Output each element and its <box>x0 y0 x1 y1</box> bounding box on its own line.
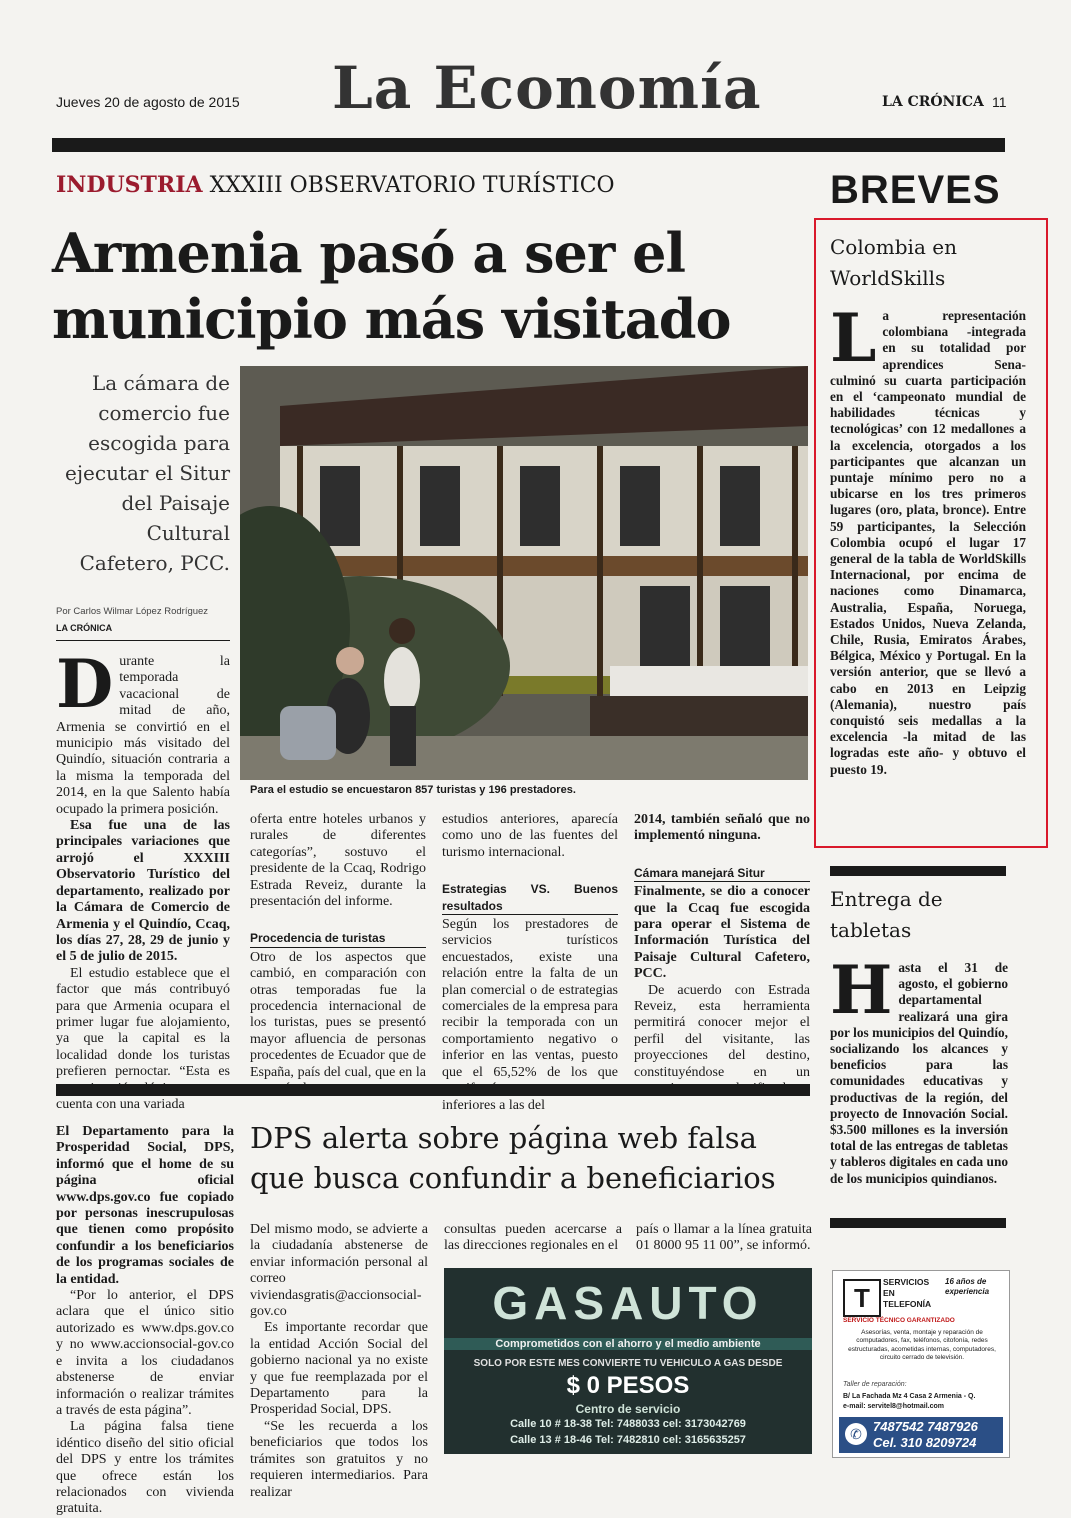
subhead-procedencia: Procedencia de turistas <box>250 930 426 947</box>
phone-icon: ✆ <box>845 1423 867 1445</box>
kicker-sub: XXXIII OBSERVATORIO TURÍSTICO <box>209 173 615 198</box>
telefonia-desc: Asesorías, venta, montaje y reparación de computadores, fax, teléfonos, citofonía, redes estructuradas, acometidas internas, computadores, circuito cerrado de televisión. <box>848 1329 996 1362</box>
telefonia-name-3: ELEFONÍA <box>888 1299 932 1309</box>
main-col-2 <box>250 812 426 1098</box>
ad-gasauto <box>444 1268 812 1454</box>
brief2-text: asta el 31 de agosto, el gobierno departamental realizará una gira por los municipios del Quindío, socializando los alcances y beneficios para las comunidades educativas y productivas de la región, del proyecto de Innovación Social. $3.500 millones es la inversión total de las entregas de tabletas y tableros digitales en cada uno de los municipios quindianos. <box>830 960 1008 1186</box>
breves-title: BREVES <box>830 168 1001 212</box>
telefonia-name: SERVICIOS EN TELEFONÍA <box>883 1277 932 1309</box>
brief1-title-line-1: Colombia en <box>830 235 957 259</box>
brief1-title-line-2: WorldSkills <box>830 266 946 290</box>
brief1-title <box>830 232 957 294</box>
section-title: La Economía <box>332 54 762 122</box>
main-col1-p3: El estudio establece que el factor que más contribuyó para que Armenia ocupara el primer lugar fue alojamiento, ya que la capital es la localidad donde los turistas prefieren pernoctar. “Esta es cuenta con una variada <box>56 965 230 1112</box>
headline <box>52 220 812 352</box>
kicker <box>56 172 615 198</box>
byline: Por Carlos Wilmar López Rodríguez <box>56 606 209 617</box>
main-col2-p1: oferta entre hoteles urbanos y rurales de diferentes categorías”, sostuvo el presidente de la Ccaq, Rodrigo Estrada Reveiz, durante la presentación del informe. <box>250 812 426 910</box>
dps-col2-p2: Es importante recordar que la entidad Acción Social del gobierno nacional ya no existe y que fue reemplazada por el Departamento para la Prosperidad Social, DPS. <box>250 1320 428 1418</box>
gasauto-line-2: Calle 13 # 18-46 Tel: 7482810 cel: 3165635257 <box>510 1434 746 1446</box>
section-divider <box>56 1084 810 1096</box>
photo-caption: Para el estudio se encuestaron 857 turistas y 196 prestadores. <box>250 784 576 796</box>
dropcap-l: L <box>830 299 877 377</box>
gasauto-line-1: Calle 10 # 18-38 Tel: 7488033 cel: 3173042769 <box>510 1418 746 1430</box>
main-photo <box>240 366 808 780</box>
telefonia-phone-box <box>839 1417 1003 1453</box>
gasauto-tagline: Comprometidos con el ahorro y el medio ambiente <box>444 1338 812 1350</box>
dps-headline-line-1: DPS alerta sobre página web falsa <box>250 1121 757 1155</box>
telefonia-address: B/ La Fachada Mz 4 Casa 2 Armenia - Q. <box>843 1393 976 1400</box>
telefonia-email: e-mail: servitel8@hotmail.com <box>843 1403 944 1410</box>
gasauto-brand: GASAUTO <box>492 1277 764 1329</box>
subhead-camara: Cámara manejará Situr <box>634 865 810 882</box>
telefonia-phones: 7487542 7487926 <box>873 1419 978 1434</box>
building-photo-illustration <box>240 366 808 780</box>
brief2-rule <box>830 1218 1006 1228</box>
dps-col1-p3: La página falsa tiene idéntico diseño del sitio oficial del DPS y entre los trámites que ofrece están los relacionados con vivienda gratuita. <box>56 1419 234 1517</box>
paper-name: LA CRÓNICA <box>882 94 984 110</box>
dps-col3-p1: consultas pueden acercarse a las direcciones regionales en el <box>444 1222 622 1254</box>
brief2-title-line-2: tabletas <box>830 918 912 942</box>
main-col-3 <box>442 812 618 1114</box>
main-col4-p2: Finalmente, se dio a conocer que la Ccaq fue escogida para operar el Sistema de Información Turística del Paisaje Cultural Cafetero, PCC. <box>634 884 810 982</box>
gasauto-center: Centro de servicio <box>575 1402 681 1416</box>
dps-col-4 <box>636 1222 812 1255</box>
kicker-section: INDUSTRIA <box>56 172 203 198</box>
headline-line-2: municipio más visitado <box>52 287 731 351</box>
masthead-date: Jueves 20 de agosto de 2015 <box>56 94 240 110</box>
dps-col-1 <box>56 1124 234 1518</box>
main-col4-p3: De acuerdo con Estrada Reveiz, esta herramienta permitirá conocer mejor el perfil del visitante, las proyecciones del destino, constituyéndose en un <box>634 982 810 1080</box>
dropcap-d: D <box>56 645 114 723</box>
dps-headline <box>250 1118 810 1198</box>
main-col2-p2: Otro de los aspectos que cambió, en comparación con otras temporadas fue la procedencia internacional de los turistas, pues se presentó mayor afluencia de personas procedentes de Ecuador que de España, país del cual, que en la <box>250 949 426 1080</box>
telefonia-guarantee: SERVICIO TÉCNICO GARANTIZADO <box>843 1317 955 1324</box>
telefonia-years: 16 años de experiencia <box>945 1277 990 1296</box>
brief1-text-wrap <box>830 299 1026 778</box>
dps-col4-p1: país o llamar a la línea gratuita 01 8000 95 11 00”, se informó. <box>636 1222 812 1254</box>
byline-org: LA CRÓNICA <box>56 623 113 633</box>
brief2-title <box>830 884 943 946</box>
dps-col2-p3: “Se les recuerda a los beneficiarios que todos los trámites son gratuitos y no requieren intermediarios. Para realizar <box>250 1418 428 1500</box>
main-col4-p1: 2014, también señaló que no implementó ninguna. <box>634 812 810 844</box>
telefonia-workshop: Taller de reparación: <box>843 1381 907 1388</box>
telefonia-name-1: ERVICIOS <box>888 1277 930 1287</box>
telefonia-logo-icon: T <box>843 1279 881 1317</box>
dps-col-2 <box>250 1222 428 1501</box>
telefonia-name-2: N <box>888 1288 895 1298</box>
breves-rule <box>830 866 1006 876</box>
brief2-title-line-1: Entrega de <box>830 887 943 911</box>
deck: La cámara de comercio fue escogida para ejecutar el Situr del Paisaje Cultural Cafetero, PCC. <box>65 371 230 575</box>
main-col3-p1: estudios anteriores, aparecía como uno de las fuentes del turismo internacional. <box>442 812 618 860</box>
main-col1-p1: urante la temporada vacacional de mitad de año, Armenia se convirtió en el municipio más visitado del Quindío, situación contraria a la misma la temporada del 2014, en la que Salento había ocupado la primera posición. <box>56 654 230 817</box>
dps-col2-p1: Del mismo modo, se advierte a la ciudadanía abstenerse de enviar información personal al correo viviendasgratis@accionsocial-gov.co <box>250 1222 428 1320</box>
ad-telefonia <box>832 1270 1010 1458</box>
dps-col-3 <box>444 1222 622 1255</box>
dps-headline-line-2: que busca confundir a beneficiarios <box>250 1161 776 1195</box>
dps-col1-p2: “Por lo anterior, el DPS aclara que el único sitio autorizado es www.dps.gov.co y no www.accionsocial-gov.co e invita a los ciudadanos abstenerse de enviar información o realizar trámites a través de esta página”. <box>56 1288 234 1418</box>
brief1-text: a representación colombiana -integrada en su totalidad por aprendices Sena- culminó su cuarta participación en el ‘campeonato mundial de habilidades técnicas y tecnológicas’ con 12 medallones a la excelencia, otorgados a los participantes que alcanzan un puntaje mínimo pero no a ubicarse en los tres primeros lugares (oro, plata, bronce). Entre 59 participantes, la Selección Colombia ocupó el lugar 17 general de la tabla de WorldSkills Internacional, por encima de naciones como Dinamarca, Australia, España, Noruega, Estados Unidos, Nueva Zelanda, Chile, Rusia, Emiratos Árabes, Bélgica, México y Portugal. En la versión anterior, que se llevó a cabo en 2013 en Leipzig (Alemania), nuestro país conquistó seis medallas a la excelencia -la mitad de las logradas este año- y obtuvo el puesto 19. <box>830 308 1026 777</box>
main-col3-p2: Según los prestadores de servicios turísticos encuestados, existe una relación entre la falta de un plan comercial o de estrategias comerciales de la empresa para recibir la temporada con un comportamiento negativo o inferior en las ventas, puesto que el 65,52% de los que inferiores a las del <box>442 917 618 1113</box>
main-col1-p2: Esa fue una de las principales variaciones que arrojó el XXXIII Observatorio Turístico del departamento, realizado por la Cámara de Comercio de Armenia y el Quindío, Ccaq, los días 27, 28, 29 de junio y el 5 de julio de 2015. <box>56 818 230 965</box>
telefonia-cel: Cel. 310 8209724 <box>873 1435 977 1450</box>
brief-worldskills-box <box>814 218 1048 848</box>
headline-line-1: Armenia pasó a ser el <box>52 221 686 285</box>
dropcap-h: H <box>830 951 893 1029</box>
gasauto-offer: SOLO POR ESTE MES CONVIERTE TU VEHICULO A GAS DESDE <box>473 1358 783 1369</box>
dps-col1-p1: El Departamento para la Prosperidad Social, DPS, informó que el home de su página oficial www.dps.gov.co fue copiado por personas inescrupulosas que tienen como propósito confundir a los beneficiarios de los programas sociales de la entidad. <box>56 1124 234 1287</box>
masthead-rule <box>52 138 1005 152</box>
byline-rule <box>56 640 230 641</box>
main-col-1 <box>56 645 230 1113</box>
page-number: 11 <box>992 94 1007 110</box>
subhead-estrategias: Estrategias VS. Buenos resultados <box>442 881 618 915</box>
main-col-4 <box>634 812 810 1098</box>
brief2-text-wrap <box>830 951 1008 1187</box>
gasauto-price: $ 0 PESOS <box>566 1372 690 1399</box>
